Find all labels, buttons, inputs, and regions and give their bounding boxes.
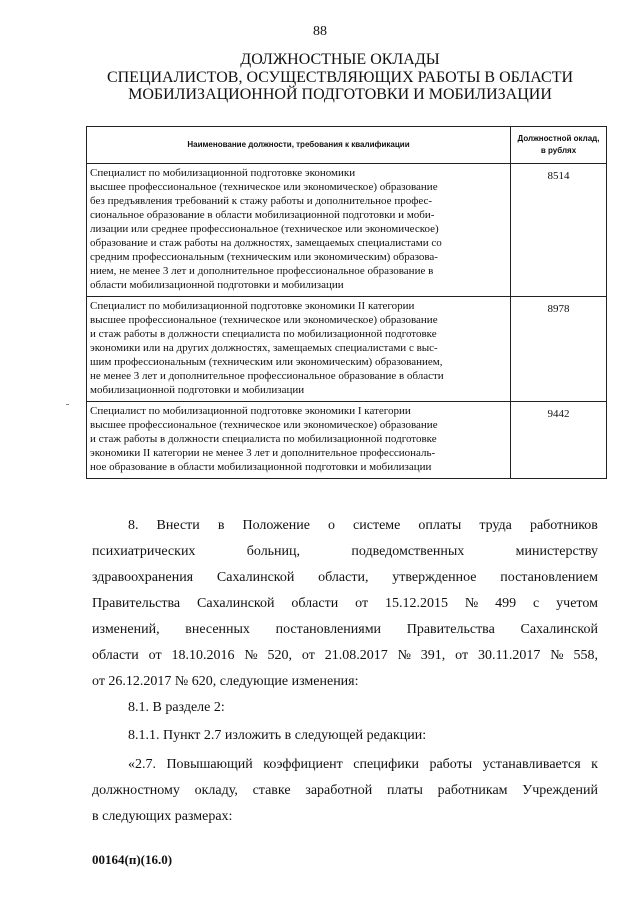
description-line: и стаж работы в должности специалиста по мобилизационной подготовке — [90, 433, 437, 445]
word: Учреждений — [522, 783, 598, 798]
word: № — [397, 648, 411, 663]
word: окладу, — [194, 783, 238, 798]
word: в — [217, 518, 225, 533]
word: Внести — [156, 518, 200, 533]
text-line — [92, 643, 598, 669]
word: 499 — [495, 596, 517, 611]
table-row — [87, 164, 607, 297]
word: № — [244, 648, 258, 663]
description-line: образование и стаж работы на должностях, замещаемых специалистами со — [90, 237, 442, 249]
item-8-1-1: 8.1.1. Пункт 2.7 изложить в следующей редакции: — [128, 728, 427, 743]
text-line — [92, 617, 598, 643]
word: должностному — [92, 783, 180, 798]
title-line: СПЕЦИАЛИСТОВ, ОСУЩЕСТВЛЯЮЩИХ РАБОТЫ В ОБЛАСТИ — [106, 68, 574, 86]
description-line: высшее профессиональное (техническое или экономическое) образование — [90, 181, 438, 193]
word: Сахалинской — [197, 596, 275, 611]
description-line: шим профессиональным (техническим или экономическим) образованием, — [90, 356, 443, 368]
word: подведомственных — [351, 544, 465, 559]
description-line: лизации или среднее профессиональное (техническое или экономическое) — [90, 223, 439, 235]
item-8-1: 8.1. В разделе 2: — [128, 700, 225, 715]
word: министерству — [515, 544, 598, 559]
margin-mark — [66, 404, 69, 405]
word: оплаты — [418, 518, 462, 533]
word: системе — [353, 518, 401, 533]
word: 21.08.2017 — [324, 648, 388, 663]
word: 391, — [420, 648, 446, 663]
word: № — [550, 648, 564, 663]
word: с — [533, 596, 540, 611]
word: 558, — [573, 648, 598, 663]
word: платы — [387, 783, 423, 798]
word: 8. — [128, 518, 139, 533]
word: 18.10.2016 — [171, 648, 235, 663]
word: Сахалинской — [520, 622, 598, 637]
word: ставке — [252, 783, 291, 798]
description-line: высшее профессиональное (техническое или экономическое) образование — [90, 419, 438, 431]
word: в следующих размерах: — [92, 809, 233, 824]
text-line — [92, 752, 598, 778]
quote-paragraph — [92, 752, 598, 830]
description-line: мобилизационной подготовки и мобилизации — [90, 384, 305, 396]
position-description — [87, 402, 511, 479]
word: области, — [318, 570, 369, 585]
description-line: экономики или на других должностях, замещаемых специалистами с выс- — [90, 342, 438, 354]
word: 15.12.2015 — [384, 596, 448, 611]
salary-value: 8978 — [511, 297, 607, 402]
salary-value: 9442 — [511, 402, 607, 479]
word: о — [328, 518, 335, 533]
description-line: Специалист по мобилизационной подготовке экономики II категории — [90, 300, 415, 312]
table-row — [87, 402, 607, 479]
word: Положение — [242, 518, 310, 533]
word: № — [464, 596, 479, 611]
word: от — [355, 596, 369, 611]
word: области — [291, 596, 339, 611]
word: 520, — [267, 648, 293, 663]
word: заработной — [305, 783, 373, 798]
text-line — [92, 565, 598, 591]
word: области — [92, 648, 139, 663]
word: изменений, — [92, 622, 160, 637]
title-line: МОБИЛИЗАЦИОННОЙ ПОДГОТОВКИ И МОБИЛИЗАЦИИ — [128, 86, 552, 103]
word: Правительства — [406, 622, 495, 637]
word: работникам — [437, 783, 508, 798]
page-number: 88 — [313, 24, 327, 39]
position-description — [87, 297, 511, 402]
description-line: и стаж работы в должности специалиста по мобилизационной подготовке — [90, 328, 437, 340]
description-line: ное образование в области мобилизационной подготовки и мобилизации — [90, 461, 432, 473]
word: коэффициент — [263, 757, 343, 772]
table-row — [87, 297, 607, 402]
word: труда — [479, 518, 512, 533]
word: от — [148, 648, 162, 663]
word: постановлениями — [275, 622, 382, 637]
description-line: Специалист по мобилизационной подготовке экономики I категории — [90, 405, 411, 417]
description-line: Специалист по мобилизационной подготовке экономики — [90, 167, 356, 179]
word: внесенных — [185, 622, 250, 637]
column-header-salary: Должностной оклад, в рублях — [511, 127, 607, 164]
word: учетом — [556, 596, 598, 611]
word: работников — [529, 518, 598, 533]
text-line — [92, 804, 598, 830]
description-line: сиональное образование в области мобилизационной подготовки и моби- — [90, 209, 435, 221]
column-header-position: Наименование должности, требования к квалификации — [87, 127, 511, 164]
paragraph-8 — [92, 513, 598, 695]
word: Сахалинской — [216, 570, 295, 585]
salary-table — [86, 126, 607, 479]
description-line: нием, не менее 3 лет и дополнительное профессиональное образование в — [90, 265, 434, 277]
description-line: высшее профессиональное (техническое или экономическое) образование — [90, 314, 438, 326]
word: специфики — [353, 757, 419, 772]
description-line: без предъявления требований к стажу работы и дополнительное профес- — [90, 195, 433, 207]
description-line: средним профессиональным (техническим или экономическим) образова- — [90, 251, 438, 263]
text-line — [92, 778, 598, 804]
word: от 26.12.2017 № 620, следующие изменения: — [92, 674, 359, 689]
word: здравоохранения — [92, 570, 194, 585]
title-line: ДОЛЖНОСТНЫЕ ОКЛАДЫ — [240, 51, 440, 68]
table-header-row — [87, 127, 607, 164]
word: больниц, — [246, 544, 301, 559]
description-line: экономики II категории не менее 3 лет и дополнительное профессиональ- — [90, 447, 436, 459]
salary-value: 8514 — [511, 164, 607, 297]
text-line — [92, 669, 598, 695]
document-title — [80, 51, 600, 104]
position-description — [87, 164, 511, 297]
word: утвержденное — [392, 570, 477, 585]
word: к — [591, 757, 598, 772]
text-line — [92, 539, 598, 565]
word: работы — [429, 757, 473, 772]
description-line: не менее 3 лет и дополнительное профессиональное образование в области — [90, 370, 444, 382]
word: от — [301, 648, 315, 663]
word: психиатрических — [92, 544, 196, 559]
word: Повышающий — [166, 757, 253, 772]
text-line — [92, 513, 598, 539]
word: устанавливается — [482, 757, 581, 772]
word: от — [455, 648, 469, 663]
text-line — [92, 591, 598, 617]
document-code: 00164(п)(16.0) — [92, 852, 173, 867]
word: «2.7. — [128, 757, 156, 772]
word: Правительства — [92, 596, 181, 611]
word: постановлением — [500, 570, 598, 585]
description-line: области мобилизационной подготовки и мобилизации — [90, 279, 344, 291]
word: 30.11.2017 — [477, 648, 541, 663]
